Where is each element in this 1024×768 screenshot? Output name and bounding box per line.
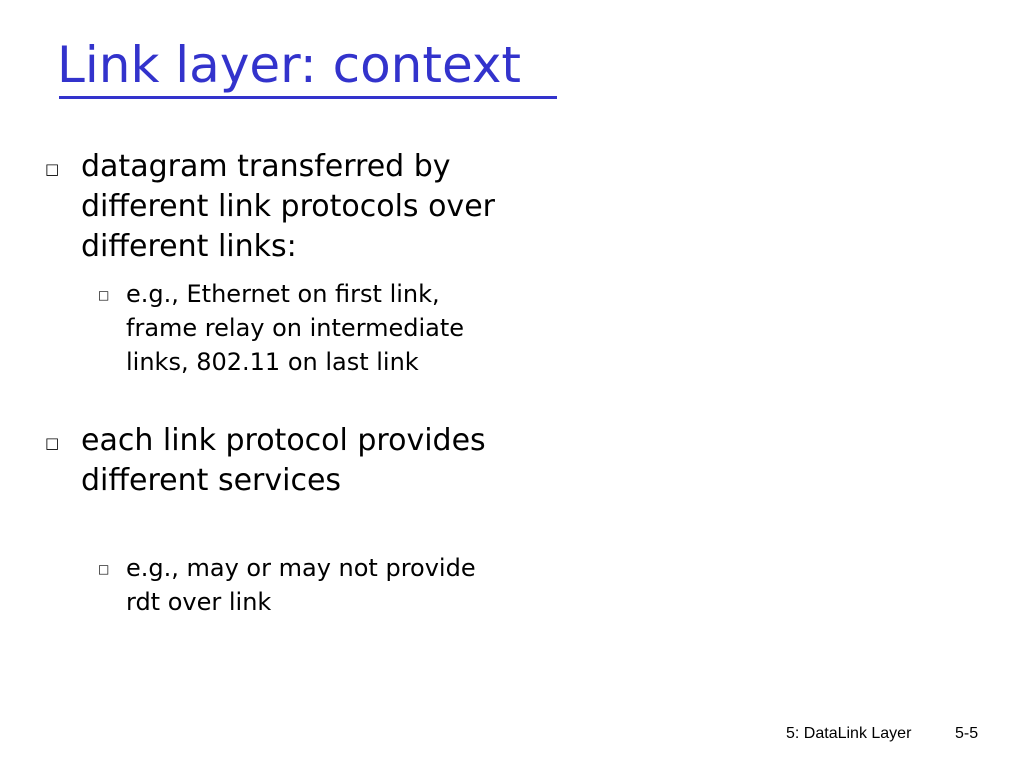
sub-bullet-item-rdt-example: e.g., may or may not provide rdt over link [126, 554, 476, 616]
sub-bullet-marker-icon: □ [98, 288, 110, 302]
bullet-marker-icon: □ [45, 160, 60, 178]
sub-bullet-item-ethernet-example: e.g., Ethernet on first link, frame relay on intermediate links, 802.11 on last link [126, 280, 465, 376]
bullet-marker-icon: □ [45, 434, 60, 452]
footer-page-number: 5-5 [955, 725, 979, 742]
bullet-item-datagram: datagram transferred by different link protocols over different links: [81, 149, 495, 264]
title-underline [59, 96, 557, 99]
footer-chapter: 5: DataLink Layer [786, 725, 912, 742]
slide-title: Link layer: context [57, 36, 522, 94]
sub-bullet-marker-icon: □ [98, 562, 110, 576]
bullet-item-link-protocol: each link protocol provides different services [81, 423, 486, 498]
